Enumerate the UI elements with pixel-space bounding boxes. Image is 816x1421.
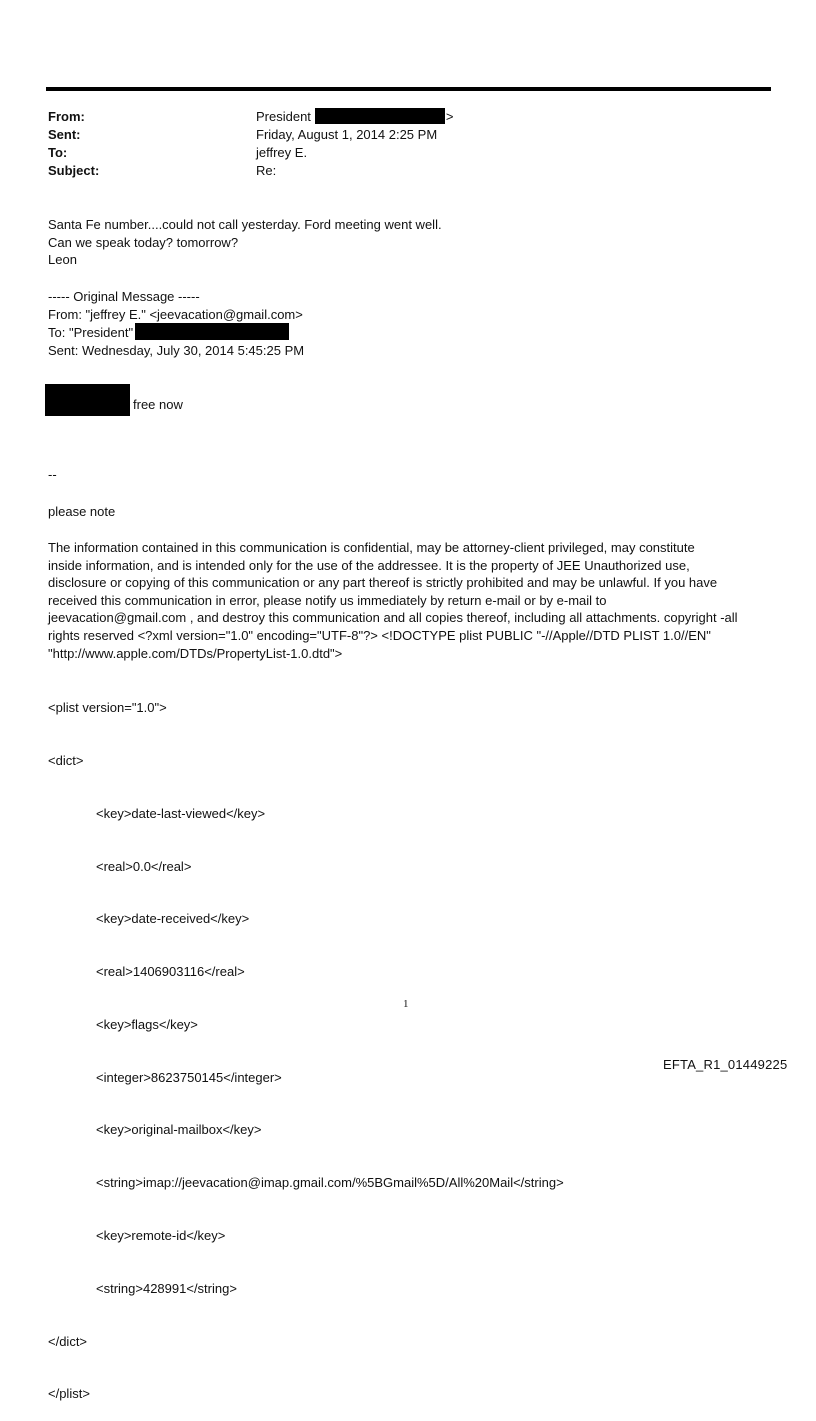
to-label: To: [48, 145, 68, 160]
disclaimer-line: "http://www.apple.com/DTDs/PropertyList-1.0.dtd"> [48, 645, 343, 661]
redaction-box [315, 108, 445, 124]
signature-separator: -- [48, 467, 57, 482]
header-rule [46, 87, 771, 91]
message-body [48, 216, 442, 269]
original-heading: ----- Original Message ----- [48, 289, 200, 304]
plist-line: <dict> [48, 752, 84, 768]
plist-line: <real>1406903116</real> [96, 964, 245, 980]
page-number: 1 [403, 998, 409, 1010]
sent-value: Friday, August 1, 2014 2:25 PM [256, 127, 438, 142]
disclaimer-line: rights reserved <?xml version="1.0" encoding="UTF-8"?> <!DOCTYPE plist PUBLIC "-//Apple//DTD PLIST 1.0//EN" [48, 627, 711, 643]
subject-value: Re: [256, 163, 277, 178]
disclaimer [48, 539, 778, 662]
free-now-text: free now [133, 397, 183, 412]
disclaimer-line: disclosure or copying of this communication or any part thereof is strictly prohibited and may be unlawful. If you have [48, 575, 718, 591]
plist-line: </plist> [48, 1386, 90, 1402]
plist-line: <real>0.0</real> [96, 858, 192, 874]
from-tail: > [445, 109, 454, 124]
plist-line: <string>428991</string> [96, 1280, 237, 1296]
plist-line: <key>flags</key> [96, 1016, 198, 1032]
plist-line: </dict> [48, 1333, 88, 1349]
disclaimer-line: inside information, and is intended only for the use of the addressee. It is the property of JEE Unauthorized use, [48, 557, 690, 573]
plist-line: <key>date-received</key> [96, 911, 250, 927]
to-value: jeffrey E. [256, 145, 308, 160]
body-line: Santa Fe number....could not call yesterday. Ford meeting went well. [48, 217, 442, 232]
bates-number: EFTA_R1_01449225 [663, 1057, 788, 1072]
from-name: President [256, 109, 311, 124]
original-message [48, 288, 304, 359]
from-value [256, 108, 454, 126]
disclaimer-line: jeevacation@gmail.com , and destroy this communication and all copies thereof, including all attachments. copyright -all [48, 610, 738, 626]
plist-block [48, 664, 564, 1421]
from-label: From: [48, 109, 85, 124]
plist-line: <key>remote-id</key> [96, 1228, 226, 1243]
sent-label: Sent: [48, 127, 81, 142]
redaction-box [135, 323, 289, 340]
body-line: Leon [48, 252, 77, 268]
note-title: please note [48, 504, 116, 519]
plist-line: <key>original-mailbox</key> [96, 1122, 262, 1138]
plist-line: <string>imap://jeevacation@imap.gmail.com/%5BGmail%5D/All%20Mail</string> [96, 1175, 564, 1191]
plist-line: <integer>8623750145</integer> [96, 1069, 282, 1085]
original-sent: Sent: Wednesday, July 30, 2014 5:45:25 PM [48, 342, 305, 358]
plist-line: <key>date-last-viewed</key> [96, 805, 266, 821]
disclaimer-line: The information contained in this communication is confidential, may be attorney-client privileged, may constitute [48, 540, 695, 555]
body-line: Can we speak today? tomorrow? [48, 234, 239, 250]
disclaimer-line: received this communication in error, please notify us immediately by return e-mail or by e-mail to [48, 592, 607, 608]
original-from: From: "jeffrey E." <jeevacation@gmail.com> [48, 306, 303, 322]
original-to-text: To: "President" [48, 325, 134, 341]
plist-line: <plist version="1.0"> [48, 700, 167, 716]
original-to [48, 323, 304, 342]
redaction-box [45, 384, 130, 416]
subject-label: Subject: [48, 163, 100, 178]
